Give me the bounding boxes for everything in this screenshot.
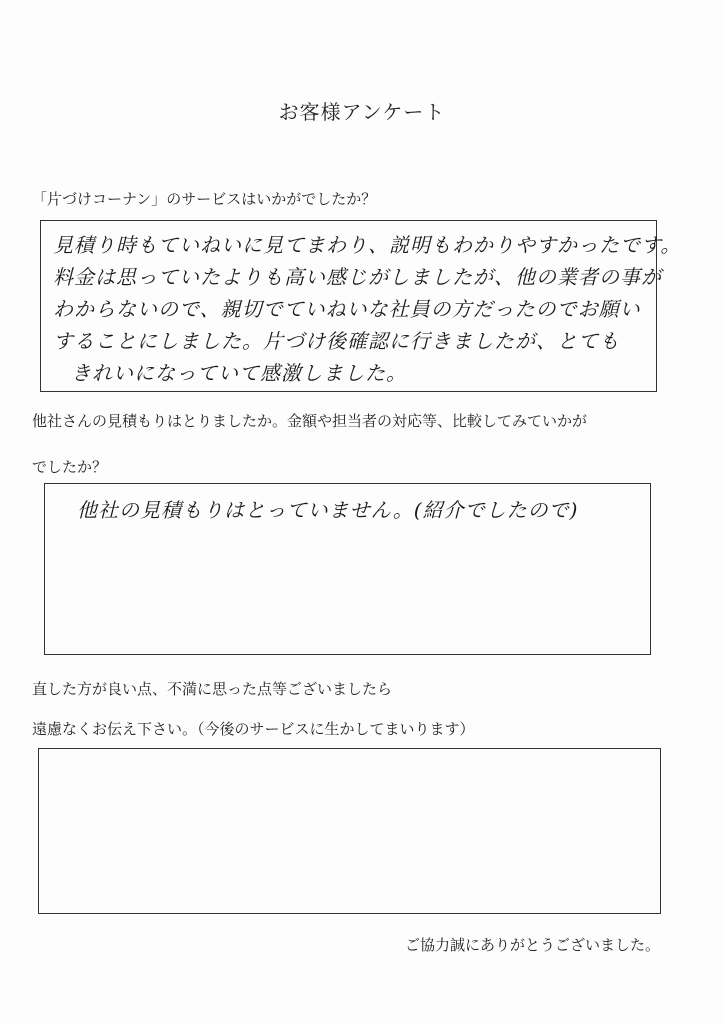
question-3-line-2: 遠慮なくお伝え下さい。（今後のサービスに生かしてまいります） bbox=[32, 720, 475, 738]
question-2-line-2: でしたか？ bbox=[32, 458, 108, 476]
question-1: 「片づけコーナン」のサービスはいかがでしたか？ bbox=[32, 190, 377, 208]
thanks-message: ご協力誠にありがとうございました。 bbox=[404, 936, 660, 954]
question-2-line-1: 他社さんの見積もりはとりましたか。金額や担当者の対応等、比較してみていかが bbox=[32, 412, 588, 430]
answer-box-3 bbox=[38, 748, 661, 914]
question-3-line-1: 直した方が良い点、不満に思った点等ございましたら bbox=[32, 680, 393, 698]
answer-box-2 bbox=[44, 483, 651, 655]
answer-1-line-2: 料金は思っていたよりも高い感じがしましたが、他の業者の事が bbox=[53, 265, 662, 289]
answer-1-line-1: 見積り時もていねいに見てまわり、説明もわかりやすかったです。 bbox=[53, 233, 682, 257]
answer-1-line-4: することにしました。片づけ後確認に行きましたが、とても bbox=[53, 329, 620, 353]
answer-2-text: 他社の見積もりはとっていません。(紹介でしたので) bbox=[77, 498, 579, 522]
answer-1-line-3: わからないので、親切でていねいな社員の方だったのでお願い bbox=[53, 297, 641, 321]
answer-1-line-5: きれいになっていて感激しました。 bbox=[71, 361, 407, 385]
page-title: お客様アンケート bbox=[278, 100, 446, 124]
answer-box-1 bbox=[40, 220, 682, 392]
